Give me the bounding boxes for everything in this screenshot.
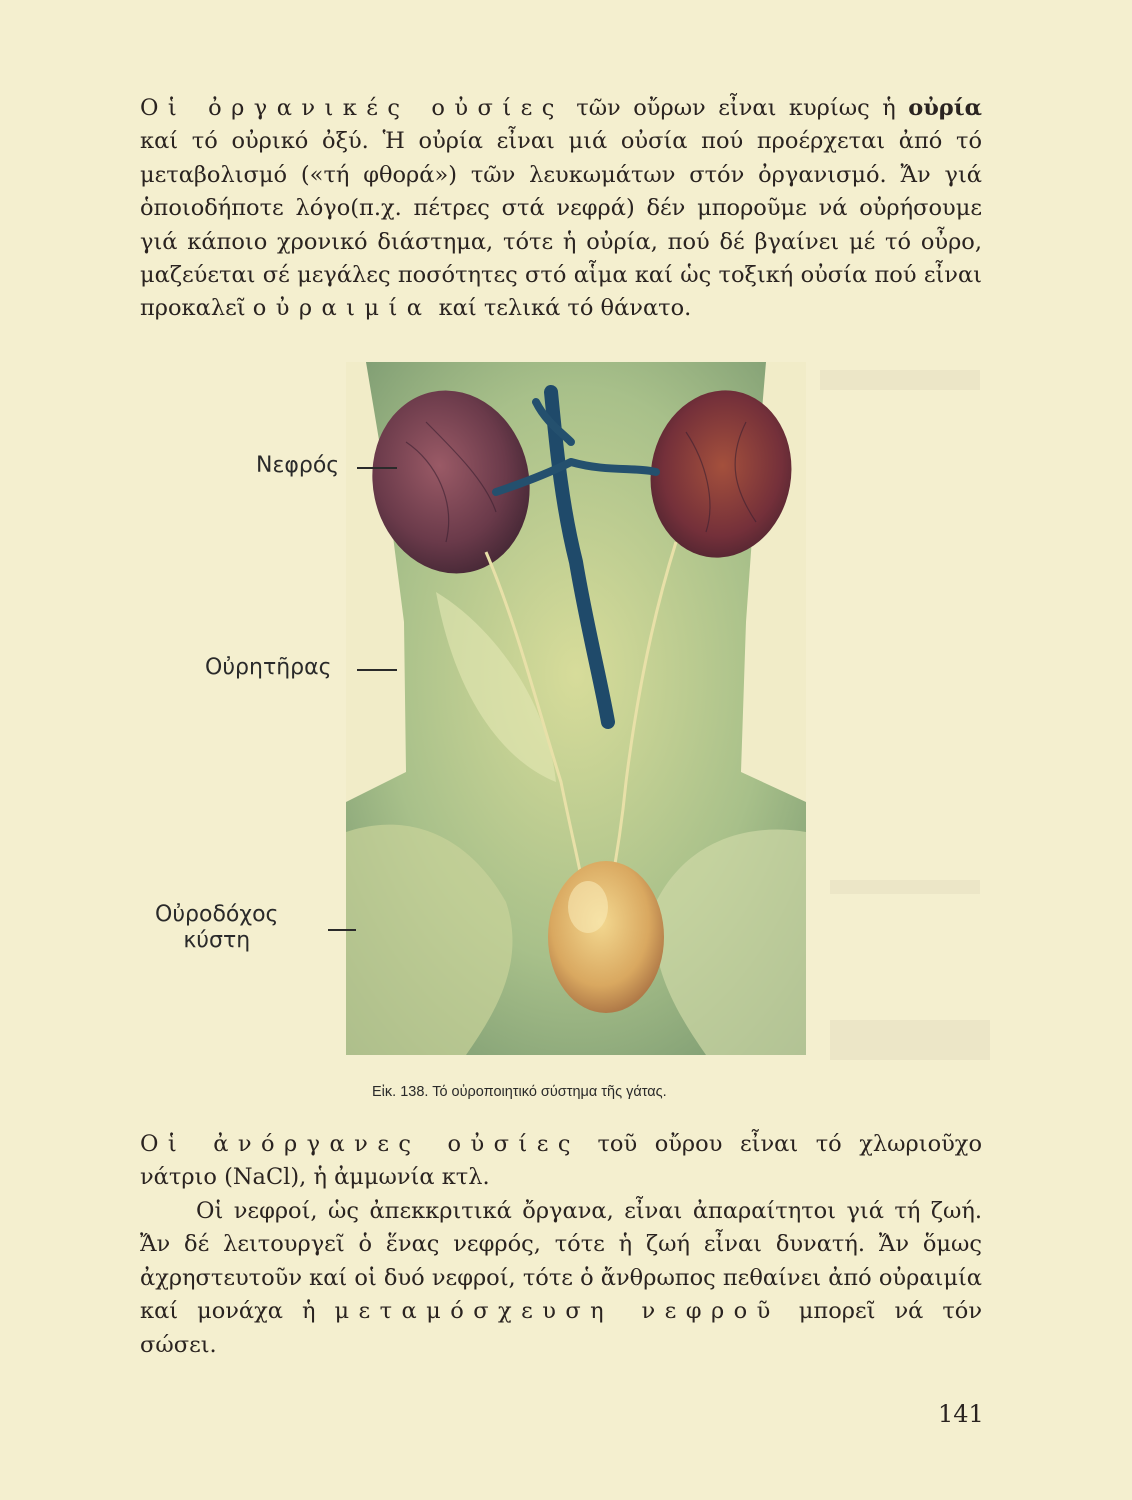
show-through-block-3 bbox=[830, 1020, 990, 1060]
paragraph-inorganic-substances bbox=[140, 1128, 982, 1195]
label-bladder bbox=[155, 902, 278, 954]
paragraph1-text-c: καί τελικά τό θάνατο. bbox=[431, 295, 692, 322]
bladder-highlight bbox=[568, 881, 608, 933]
page-number: 141 bbox=[938, 1400, 984, 1428]
show-through-block-2 bbox=[830, 880, 980, 894]
leader-kidney bbox=[357, 467, 397, 469]
paragraph2-text: τοῦ οὔρου εἶναι τό χλωριοῦχο νάτριο (NaCl), ἡ ἀμμωνία κτλ. bbox=[140, 1131, 982, 1191]
spaced-term-transplant: μεταμόσχευση νεφροῦ bbox=[334, 1298, 780, 1325]
label-kidney: Νεφρός bbox=[256, 453, 340, 478]
figure-caption: Εἰκ. 138. Τό οὐροποιητικό σύστημα τῆς γάτας. bbox=[372, 1084, 667, 1100]
paragraph1-text-b: καί τό οὐρικό ὀξύ. Ἡ οὐρία εἶναι μιά οὐσία πού προέρχεται ἀπό τό μεταβολισμό («τή φθορά») τῶν λευκωμάτων στόν ὀργανισμό. Ἄν γιά ὁποιοδήποτε λόγο(π.χ. πέτρες στά νεφρά) δέν μποροῦμε νά οὐρήσουμε γιά κάποιο χρονικό διάστημα, τότε ἡ οὐρία, πού δέ βγαίνει μέ τό οὖρο, μαζεύεται σέ μεγάλες ποσότητες στό αἷμα καί ὡς τοξική οὐσία πού εἶναι προκαλεῖ bbox=[140, 128, 982, 322]
paragraph3-text-b: μπορεῖ νά τόν σώσει. bbox=[140, 1298, 983, 1358]
label-ureter: Οὐρητῆρας bbox=[205, 655, 332, 680]
paragraph-organic-substances bbox=[140, 92, 982, 326]
show-through-block-1 bbox=[820, 370, 980, 390]
leader-bladder bbox=[328, 929, 356, 931]
urinary-bladder bbox=[548, 861, 664, 1013]
spaced-lead-inorganic: Οἱ ἀνόργανες οὐσίες bbox=[140, 1131, 580, 1157]
leader-ureter bbox=[357, 669, 397, 671]
paragraph1-text-a: τῶν οὔρων εἶναι κυρίως ἡ bbox=[563, 95, 909, 121]
cat-urinary-system-photo bbox=[346, 362, 806, 1055]
spaced-lead-organic: Οἱ ὀργανικές οὐσίες bbox=[140, 95, 564, 121]
paragraph3-text-a: Οἱ νεφροί, ὡς ἀπεκκριτικά ὄργανα, εἶναι ἀπαραίτητοι γιά τή ζωή. Ἄν δέ λειτουργεῖ ὁ ἕνας νεφρός, τότε ἡ ζωή εἶναι δυνατή. Ἄν ὅμως ἀχρηστευτοῦν καί οἱ δυό νεφροί, τότε ὁ ἄνθρωπος πεθαίνει ἀπό οὐραιμία καί μονάχα ἡ bbox=[140, 1198, 982, 1325]
label-bladder-line1: Οὐροδόχος bbox=[155, 902, 279, 927]
spaced-term-uremia: οὐραιμία bbox=[252, 295, 432, 322]
paragraph-kidneys-necessity bbox=[140, 1195, 982, 1362]
bold-term-urea: οὐρία bbox=[908, 95, 982, 121]
label-bladder-line2: κύστη bbox=[183, 928, 251, 953]
